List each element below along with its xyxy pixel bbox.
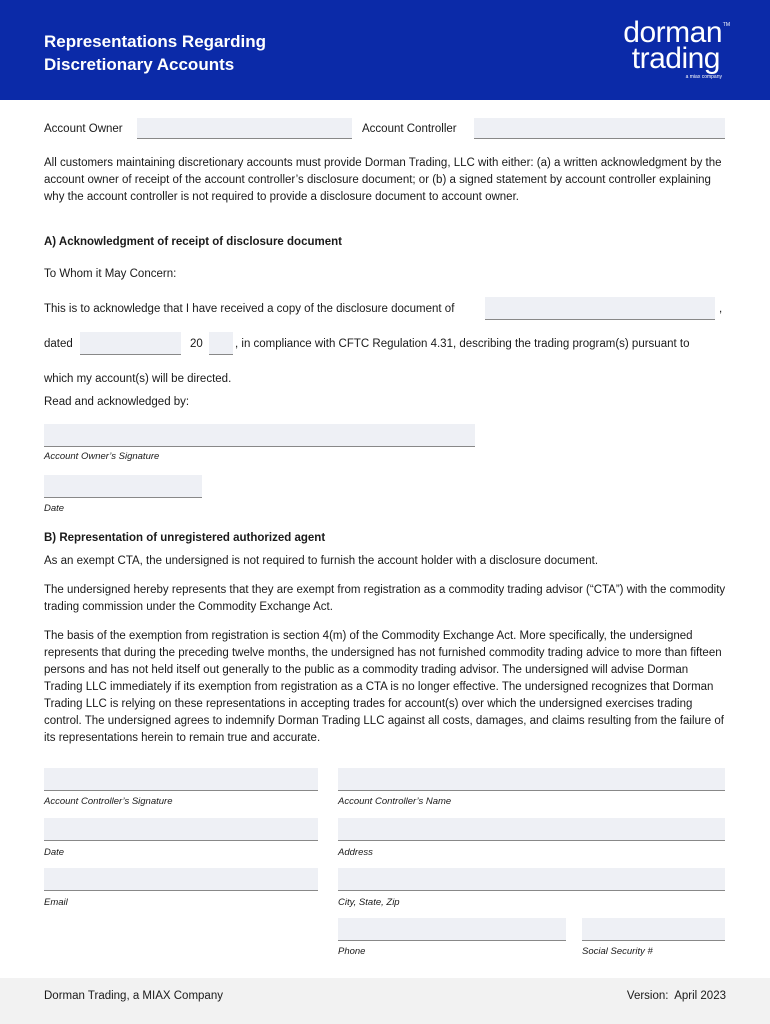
controller-signature-field[interactable]	[44, 768, 318, 791]
salutation: To Whom it May Concern:	[44, 268, 177, 280]
controller-signature-label: Account Controller’s Signature	[44, 796, 173, 807]
owner-signature-label: Account Owner’s Signature	[44, 451, 160, 462]
section-b-paragraph-1: As an exempt CTA, the undersigned is not required to furnish the account holder with a disclosure document.	[44, 555, 599, 567]
disclosure-of-field[interactable]	[485, 297, 715, 320]
section-a-heading: A) Acknowledgment of receipt of disclosure document	[44, 236, 342, 248]
intro-paragraph: All customers maintaining discretionary accounts must provide Dorman Trading, LLC with either: (a) a written acknowledgment by the account owner of receipt of the account controller’s disclosure document; or (b) a signed statement by account controller explaining why the account controller is not required to provide a disclosure document to account owner.	[44, 157, 722, 203]
ssn-label: Social Security #	[582, 946, 653, 957]
account-owner-field[interactable]	[137, 118, 352, 139]
year-field[interactable]	[209, 332, 233, 355]
title-line-2: Discretionary Accounts	[44, 55, 235, 74]
city-state-zip-label: City, State, Zip	[338, 897, 400, 908]
phone-label: Phone	[338, 946, 366, 957]
ssn-field[interactable]	[582, 918, 725, 941]
section-b-paragraph-3: The basis of the exemption from registration is section 4(m) of the Commodity Exchange Act. More specifically, the undersigned represents that during the preceding twelve months, the undersigned has not furnished commodity trading advice to more than fifteen persons and has not held itself out generally to the public as a commodity trading advisor. The undersigned will advise Dorman Trading LLC immediately if its exemption from registration as a CTA is no longer effective. The undersigned recognizes that Dorman Trading LLC is relying on these representations in accepting trades for account(s) over which the undersigned exercises trading control. The undersigned agrees to indemnify Dorman Trading LLC against all costs, damages, and claims resulting from the failure of its representations herein to remain true and accurate.	[44, 630, 724, 744]
account-controller-label: Account Controller	[362, 123, 457, 135]
city-state-zip-field[interactable]	[338, 868, 725, 891]
logo-subtitle: a miax company	[685, 74, 722, 80]
logo-word-dorman: dorman	[623, 16, 722, 49]
page-title	[44, 30, 344, 76]
compliance-text: , in compliance with CFTC Regulation 4.31, describing the trading program(s) pursuant to	[235, 338, 690, 350]
dated-label: dated	[44, 338, 73, 350]
dorman-trading-logo	[623, 16, 730, 80]
owner-date-field[interactable]	[44, 475, 202, 498]
directed-text: which my account(s) will be directed.	[44, 373, 232, 385]
section-b-paragraph-2: The undersigned hereby represents that they are exempt from registration as a commodity trading advisor (“CTA”) with the commodity trading commission under the Commodity Exchange Act.	[44, 584, 726, 613]
phone-field[interactable]	[338, 918, 566, 941]
email-field[interactable]	[44, 868, 318, 891]
section-b-heading: B) Representation of unregistered authorized agent	[44, 532, 326, 544]
account-owner-label: Account Owner	[44, 123, 123, 135]
owner-signature-field[interactable]	[44, 424, 475, 447]
email-label: Email	[44, 897, 68, 908]
ack-comma: ,	[719, 303, 723, 315]
footer-version: Version: April 2023	[626, 990, 726, 1002]
read-ack-text: Read and acknowledged by:	[44, 396, 190, 408]
controller-date-field[interactable]	[44, 818, 318, 841]
header-banner	[0, 0, 770, 100]
year-prefix: 20	[190, 338, 203, 350]
controller-date-label: Date	[44, 847, 65, 858]
address-label: Address	[338, 847, 373, 858]
address-field[interactable]	[338, 818, 725, 841]
trademark-mark: TM	[722, 22, 730, 28]
ack-text: This is to acknowledge that I have received a copy of the disclosure document of	[44, 303, 455, 315]
title-line-1: Representations Regarding	[44, 32, 266, 51]
account-controller-field[interactable]	[474, 118, 725, 139]
logo-word-trading: trading	[631, 42, 720, 75]
owner-date-label: Date	[44, 503, 65, 514]
controller-name-label: Account Controller’s Name	[338, 796, 452, 807]
dated-field[interactable]	[80, 332, 181, 355]
footer-company: Dorman Trading, a MIAX Company	[44, 990, 223, 1002]
controller-name-field[interactable]	[338, 768, 725, 791]
